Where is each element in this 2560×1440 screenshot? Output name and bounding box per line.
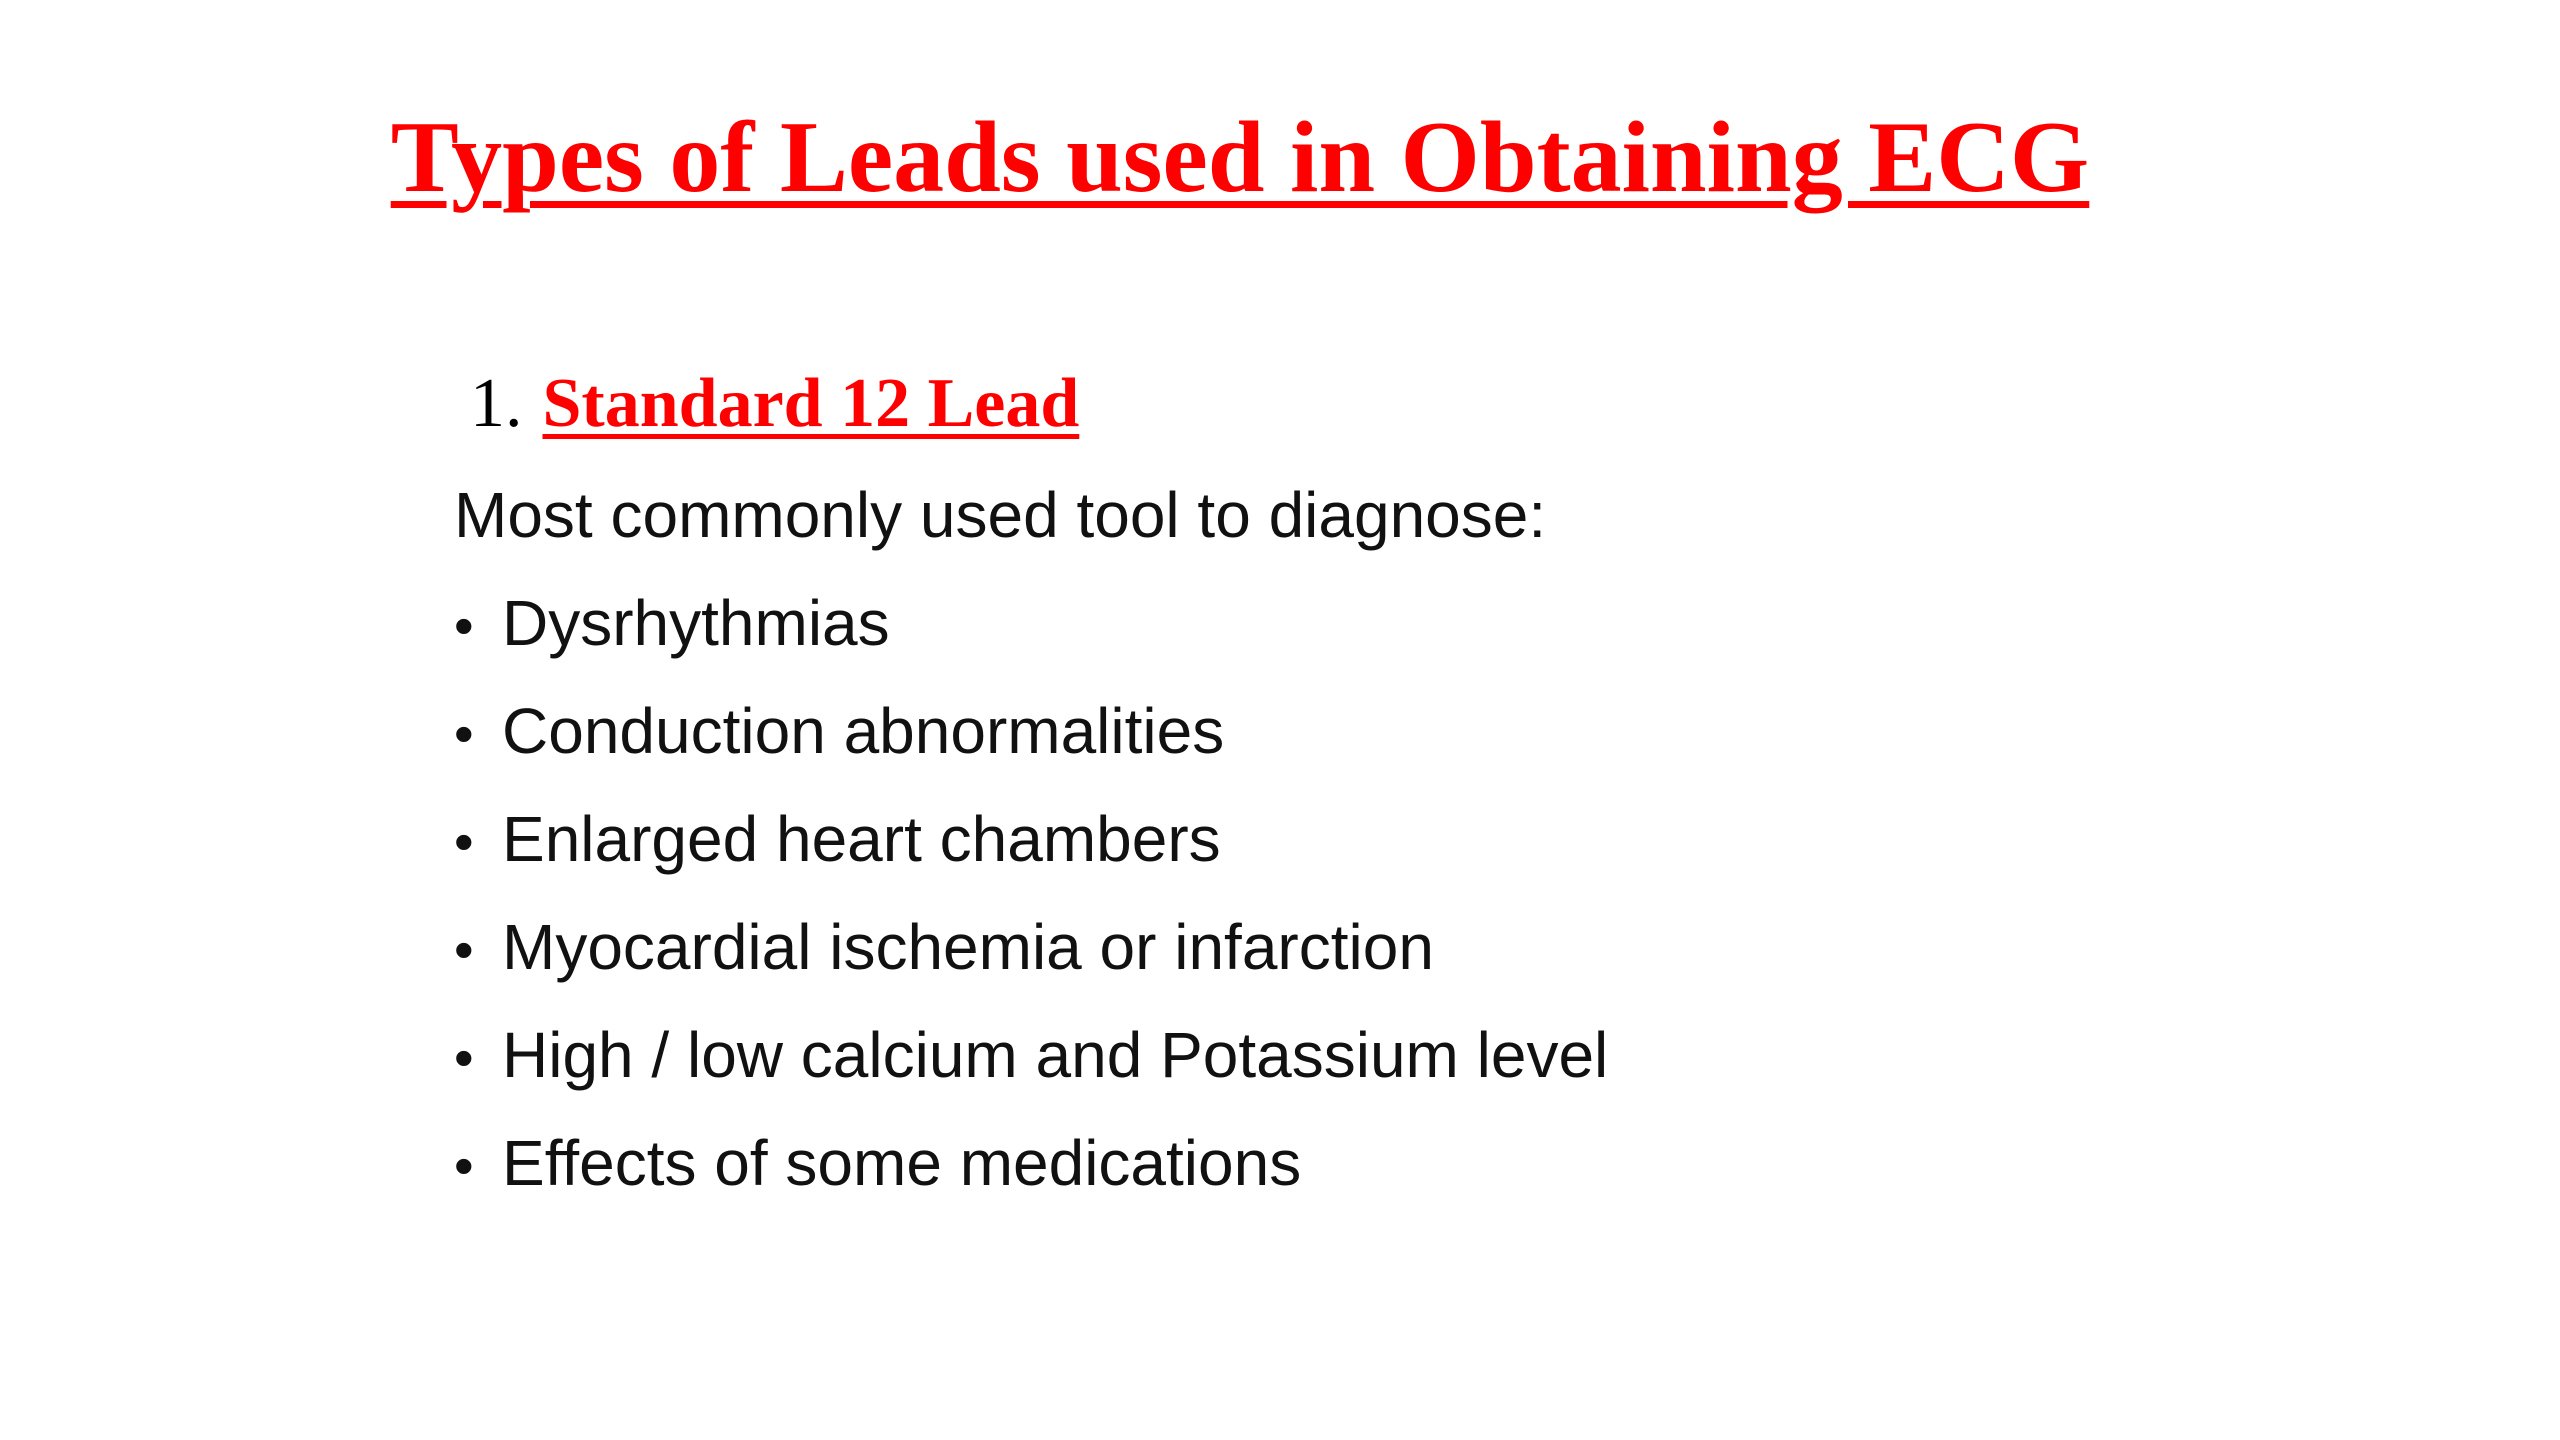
bullet-text: Dysrhythmias: [502, 587, 890, 659]
bullet-text: Effects of some medications: [502, 1127, 1302, 1199]
bullet-list: [454, 578, 1608, 1226]
intro-text: Most commonly used tool to diagnose:: [454, 479, 1547, 551]
bullet-dot-icon: •: [454, 1026, 474, 1089]
slide-title: Types of Leads used in Obtaining ECG: [390, 101, 2090, 214]
bullet-item: [454, 1010, 1608, 1118]
bullet-item: [454, 902, 1608, 1010]
bullet-text: Conduction abnormalities: [502, 695, 1225, 767]
section-heading-text: Standard 12 Lead: [542, 365, 1080, 442]
bullet-dot-icon: •: [454, 1134, 474, 1197]
bullet-item: [454, 578, 1608, 686]
bullet-dot-icon: •: [454, 594, 474, 657]
section-number: 1.: [470, 365, 523, 442]
bullet-dot-icon: •: [454, 810, 474, 873]
bullet-dot-icon: •: [454, 918, 474, 981]
bullet-item: [454, 686, 1608, 794]
bullet-dot-icon: •: [454, 702, 474, 765]
bullet-item: [454, 1118, 1608, 1226]
bullet-text: High / low calcium and Potassium level: [502, 1019, 1609, 1091]
section-heading: [470, 360, 1079, 448]
bullet-text: Enlarged heart chambers: [502, 803, 1221, 875]
bullet-text: Myocardial ischemia or infarction: [502, 911, 1434, 983]
bullet-item: [454, 794, 1608, 902]
